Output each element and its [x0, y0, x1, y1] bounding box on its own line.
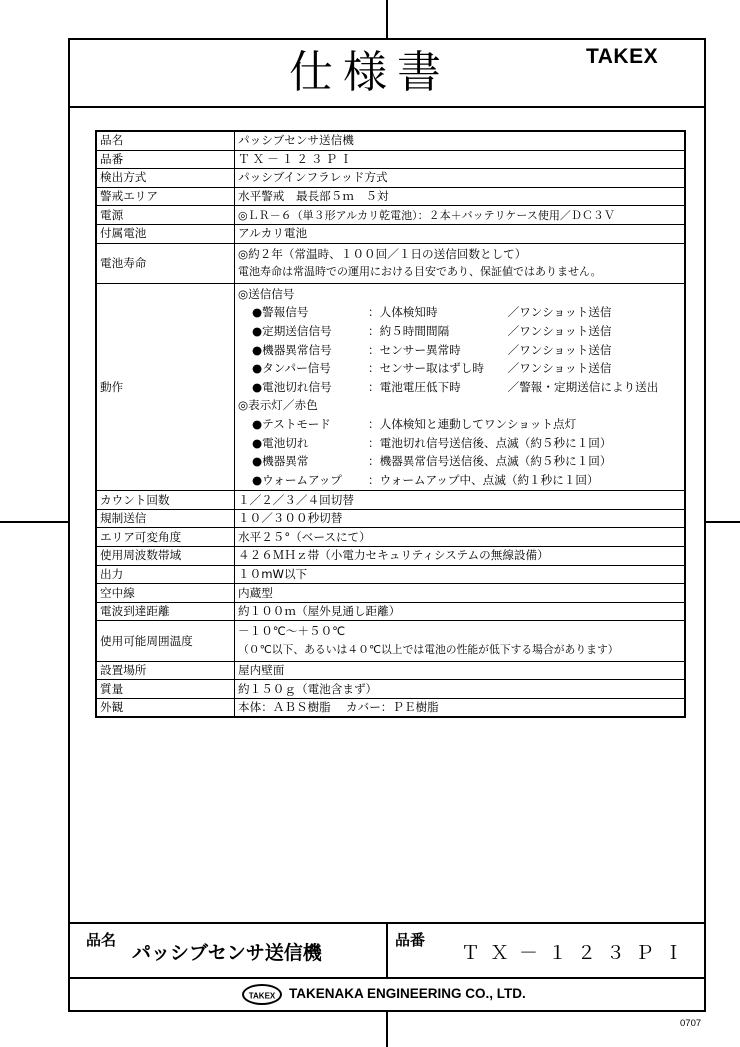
spec-row-power	[96, 206, 685, 225]
row-label: 使用可能周囲温度	[96, 621, 235, 661]
row-label: 質量	[96, 680, 235, 699]
spec-row-area	[96, 187, 685, 206]
company-logo-text: TAKEX	[248, 991, 276, 1000]
spec-row-regulated-tx	[96, 509, 685, 528]
row-label: カウント回数	[96, 491, 235, 510]
document-code: 0707	[680, 1018, 702, 1029]
tx-signal-item: ●警報信号 ：人体検知時 ／ワンショット送信	[252, 305, 612, 320]
row-value: １０／３００秒切替	[235, 509, 686, 528]
spec-row-angle	[96, 528, 685, 547]
temperature-note: （０℃以下、あるいは４０℃以上では電池の性能が低下する場合があります）	[238, 643, 619, 657]
tx-signal-item: ●タンパー信号 ：センサー取はずし時 ／ワンショット送信	[252, 361, 612, 376]
spec-row-battery	[96, 224, 685, 243]
document-title: 仕様書	[289, 47, 451, 98]
row-label: 警戒エリア	[96, 187, 235, 206]
row-label: 品名	[96, 131, 235, 150]
row-label: 外観	[96, 698, 235, 717]
crop-mark-left	[0, 521, 68, 523]
row-value: ４２６ＭＨｚ帯（小電力セキュリティシステムの無線設備）	[235, 547, 686, 566]
company-logo	[242, 984, 282, 1005]
spec-row-detection	[96, 169, 685, 188]
footer-model-label: 品番	[395, 931, 426, 949]
footer-model-value: ＴＸ－１２３ＰＩ	[461, 942, 694, 964]
row-label: エリア可変角度	[96, 528, 235, 547]
row-value	[235, 621, 686, 661]
spec-row-operation	[96, 283, 685, 491]
row-label: 使用周波数帯域	[96, 547, 235, 566]
row-value: アルカリ電池	[235, 224, 686, 243]
row-value: 内蔵型	[235, 584, 686, 603]
row-value	[235, 283, 686, 491]
row-label: 電池寿命	[96, 243, 235, 283]
row-label: 動作	[96, 283, 235, 491]
spec-row-frequency	[96, 547, 685, 566]
led-item: ●ウォームアップ ：ウォームアップ中、点滅（約１秒に１回）	[252, 472, 599, 487]
company-logo-mark	[245, 988, 279, 1002]
row-value: 約１００ｍ（屋外見通し距離）	[235, 602, 686, 621]
row-value: ◎ＬＲ－６（単３形アルカリ乾電池）：２本＋バッテリケース使用／ＤＣ３Ｖ	[235, 206, 686, 225]
row-value: 約１５０ｇ（電池含まず）	[235, 680, 686, 699]
row-label: 出力	[96, 565, 235, 584]
row-value: ＴＸ－１２３ＰＩ	[235, 150, 686, 169]
row-value: １０mW以下	[235, 565, 686, 584]
row-label: 電波到達距離	[96, 602, 235, 621]
row-value: 水平警戒 最長部５ｍ ５対	[235, 187, 686, 206]
spec-row-location	[96, 661, 685, 680]
footer-name-label: 品名	[86, 931, 117, 949]
row-value: パッシブセンサ送信機	[235, 131, 686, 150]
row-value: 水平２５°（ベースにて）	[235, 528, 686, 547]
led-item: ●テストモード ：人体検知と連動してワンショット点灯	[252, 416, 577, 431]
spec-row-temperature	[96, 621, 685, 661]
company-name: TAKENAKA ENGINEERING CO., LTD.	[289, 986, 526, 1001]
row-value	[235, 243, 686, 283]
row-label: 品番	[96, 150, 235, 169]
header-divider	[68, 106, 706, 108]
footer-name-value: パッシブセンサ送信機	[132, 942, 322, 964]
footer-column-divider	[386, 922, 388, 978]
row-label: 検出方式	[96, 169, 235, 188]
led-item: ●電池切れ ：電池切れ信号送信後、点滅（約５秒に１回）	[252, 435, 612, 450]
row-value: パッシブインフラレッド方式	[235, 169, 686, 188]
temperature-range: －１０℃～＋５０℃	[238, 624, 346, 639]
spec-row-output	[96, 565, 685, 584]
row-value: １／２／３／４回切替	[235, 491, 686, 510]
spec-row-battery-life	[96, 243, 685, 283]
row-label: 設置場所	[96, 661, 235, 680]
spec-table	[95, 130, 686, 718]
battery-life-note: 電池寿命は常温時での運用における目安であり、保証値ではありません。	[238, 265, 602, 279]
row-label: 規制送信	[96, 509, 235, 528]
crop-mark-top	[386, 0, 388, 38]
spec-row-range	[96, 602, 685, 621]
spec-row-model	[96, 150, 685, 169]
crop-mark-bottom	[386, 1012, 388, 1047]
crop-mark-right	[706, 521, 740, 523]
spec-row-weight	[96, 680, 685, 699]
spec-row-antenna	[96, 584, 685, 603]
tx-signal-item: ●機器異常信号 ：センサー異常時 ／ワンショット送信	[252, 342, 612, 357]
tx-signal-item: ●電池切れ信号 ：電池電圧低下時 ／警報・定期送信により送出	[252, 379, 659, 394]
spec-row-count	[96, 491, 685, 510]
row-label: 電源	[96, 206, 235, 225]
spec-row-exterior	[96, 698, 685, 717]
tx-signal-item: ●定期送信信号 ：約５時間間隔 ／ワンショット送信	[252, 323, 612, 338]
brand-logo: TAKEX	[586, 45, 659, 68]
row-value: 本体：ＡＢＳ樹脂 カバー：ＰＥ樹脂	[235, 698, 686, 717]
row-value: 屋内壁面	[235, 661, 686, 680]
row-label: 空中線	[96, 584, 235, 603]
spec-row-name	[96, 131, 685, 150]
led-item: ●機器異常 ：機器異常信号送信後、点滅（約５秒に１回）	[252, 454, 612, 469]
tx-signal-heading: ◎送信信号	[238, 286, 295, 301]
led-heading: ◎表示灯／赤色	[238, 398, 318, 413]
row-label: 付属電池	[96, 224, 235, 243]
battery-life-line: ◎約２年（常温時、１００回／１日の送信回数として）	[238, 246, 527, 261]
